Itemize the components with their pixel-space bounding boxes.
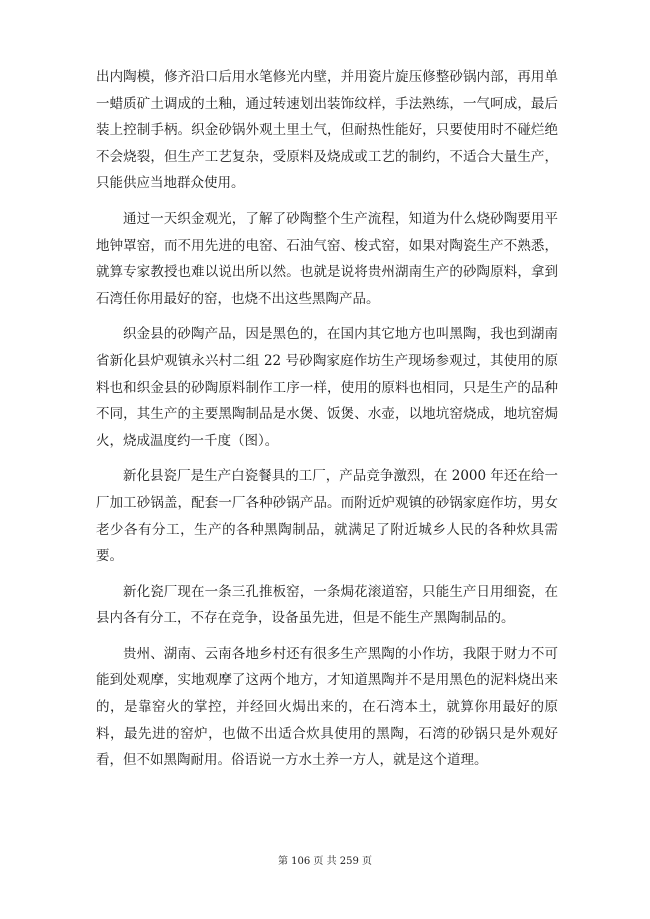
paragraph-6: 贵州、湖南、云南各地乡村还有很多生产黑陶的小作坊，我限于财力不可能到处观摩，实地观摩了这两个地方，才知道黑陶并不是用黑色的泥料烧出来的，是靠窑火的掌控，并经回火焗出来的，在石湾本土，就算你用最好的原料，最先进的窑炉，也做不出适合炊具使用的黑陶，石湾的砂锅只是外观好看，但不如黑陶耐用。俗语说一方水土养一方人，就是这个道理。 [96, 645, 558, 769]
paragraph-1: 出内陶模，修齐沿口后用水笔修光内壁，并用瓷片旋压修整砂锅内部，再用单一蜡质矿土调成的土釉，通过转速划出装饰纹样，手法熟练，一气呵成，最后装上控制手柄。织金砂锅外观土里土气，但耐热性能好，只要使用时不碰烂绝不会烧裂，但生产工艺复杂，受原料及烧成或工艺的制约，不适合大量生产，只能供应当地群众使用。 [96, 69, 558, 192]
page-number-footer: 第 106 页 共 259 页 [277, 856, 373, 867]
page-body [96, 64, 558, 783]
paragraph-3: 织金县的砂陶产品，因是黑色的，在国内其它地方也叫黑陶，我也到湖南省新化县炉观镇永兴村二组 22 号砂陶家庭作坊生产现场参观过，其使用的原料也和织金县的砂陶原料制作工序一样，使用的原料也相同，只是生产的品种不同，其生产的主要黑陶制品是水煲、饭煲、水壶，以地坑窑烧成，地坑窑焗火，烧成温度约一千度（图）。 [96, 326, 558, 449]
paragraph-4: 新化县瓷厂是生产白瓷餐具的工厂，产品竞争激烈，在 2000 年还在给一厂加工砂锅盖，配套一厂各种砂锅产品。而附近炉观镇的砂锅家庭作坊，男女老少各有分工，生产的各种黑陶制品，就满足了附近城乡人民的各种炊具需要。 [96, 468, 558, 565]
paragraph-5: 新化瓷厂现在一条三孔推板窑，一条焗花滚道窑，只能生产日用细瓷，在县内各有分工，不存在竞争，设备虽先进，但是不能生产黑陶制品的。 [96, 583, 558, 627]
paragraph-2: 通过一天织金观光，了解了砂陶整个生产流程，知道为什么烧砂陶要用平地钟罩窑，而不用先进的电窑、石油气窑、梭式窑，如果对陶瓷生产不熟悉，就算专家教授也难以说出所以然。也就是说将贵州湖南生产的砂陶原料，拿到石湾任你用最好的窑，也烧不出这些黑陶产品。 [96, 210, 558, 307]
